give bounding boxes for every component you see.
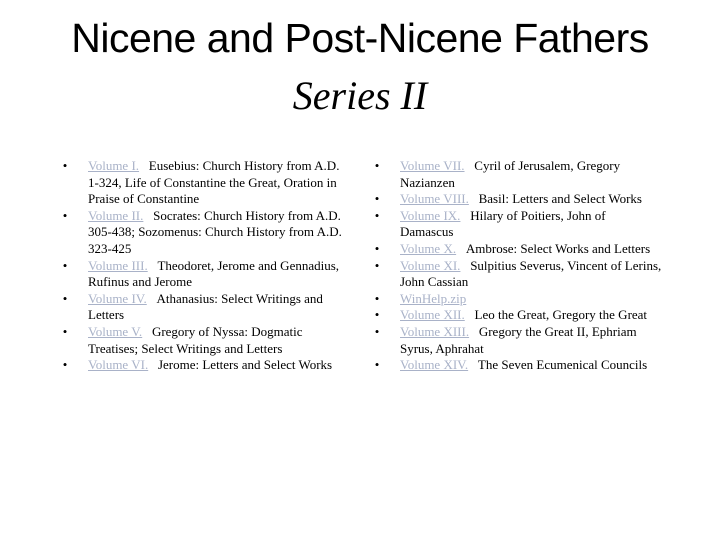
volume-description: Jerome: Letters and Select Works [157, 357, 333, 373]
volume-link[interactable]: Volume XI. [400, 257, 461, 273]
bullet-icon: • [374, 307, 380, 323]
bullet-icon: • [374, 240, 380, 256]
bullet-icon: • [62, 290, 68, 306]
bullet-icon: • [62, 207, 68, 223]
list-item [60, 291, 352, 324]
volume-link[interactable]: Volume VII. [400, 158, 465, 173]
volume-description: Athanasius: Select Writings and Letters [88, 290, 323, 323]
bullet-icon: • [62, 357, 68, 373]
volume-description: Ambrose: Select Works and Letters [465, 240, 651, 256]
volume-description: Hilary of Poitiers, John of Damascus [400, 207, 606, 240]
page-title: Nicene and Post-Nicene Fathers [71, 15, 649, 61]
volume-description: Sulpitius Severus, Vincent of Lerins, John Cassian [400, 257, 662, 290]
bullet-icon: • [374, 323, 380, 339]
list-item [372, 324, 662, 357]
volume-link[interactable]: Volume VIII. [400, 191, 469, 207]
list-item [372, 357, 662, 374]
volume-link[interactable]: Volume IX. [400, 207, 461, 223]
volume-link[interactable]: Volume III. [88, 257, 148, 273]
volume-description: Basil: Letters and Select Works [478, 191, 642, 207]
volume-link[interactable]: Volume XIII. [400, 323, 470, 339]
list-item [60, 357, 352, 374]
bullet-icon: • [374, 158, 380, 173]
winhelp-download-link[interactable]: WinHelp.zip [400, 290, 467, 306]
volume-description: Theodoret, Jerome and Gennadius, Rufinus and Jerome [88, 257, 340, 290]
page-subtitle: Series II [292, 73, 428, 118]
list-item [372, 158, 662, 191]
list-item [60, 158, 352, 208]
right-volume-list [372, 158, 662, 374]
volume-description: Socrates: Church History from A.D. 305-438; Sozomenus: Church History from A.D. 323-425 [88, 207, 342, 256]
volume-link[interactable]: Volume II. [88, 207, 144, 223]
volume-link[interactable]: Volume XII. [400, 307, 465, 323]
list-item [372, 258, 662, 291]
bullet-icon: • [374, 357, 380, 373]
volume-description: Eusebius: Church History from A.D. 1-324, Life of Constantine the Great, Oration in Praise of Constantine [88, 158, 340, 207]
volume-description: Gregory of Nyssa: Dogmatic Treatises; Select Writings and Letters [88, 323, 303, 356]
bullet-icon: • [374, 191, 380, 207]
list-item [372, 241, 662, 258]
bullet-icon: • [62, 323, 68, 339]
list-item [372, 191, 662, 208]
list-item [372, 291, 662, 308]
bullet-icon: • [62, 257, 68, 273]
list-item [60, 324, 352, 357]
volume-link[interactable]: Volume I. [88, 158, 140, 173]
list-item [60, 208, 352, 258]
volume-description: Gregory the Great II, Ephriam Syrus, Aphrahat [400, 323, 637, 356]
volume-link[interactable]: Volume X. [400, 240, 457, 256]
list-item [60, 258, 352, 291]
volume-link[interactable]: Volume IV. [88, 290, 147, 306]
volume-description: Cyril of Jerusalem, Gregory Nazianzen [400, 158, 621, 190]
bullet-icon: • [374, 257, 380, 273]
volume-description: Leo the Great, Gregory the Great [474, 307, 648, 323]
list-item [372, 307, 662, 324]
volume-link[interactable]: Volume V. [88, 323, 143, 339]
bullet-icon: • [374, 207, 380, 223]
bullet-icon: • [62, 158, 68, 173]
list-item [372, 208, 662, 241]
bullet-icon: • [374, 290, 380, 306]
volume-link[interactable]: Volume VI. [88, 357, 149, 373]
volume-link[interactable]: Volume XIV. [400, 357, 469, 373]
left-volume-list [60, 158, 352, 374]
volume-description: The Seven Ecumenical Councils [477, 357, 648, 373]
